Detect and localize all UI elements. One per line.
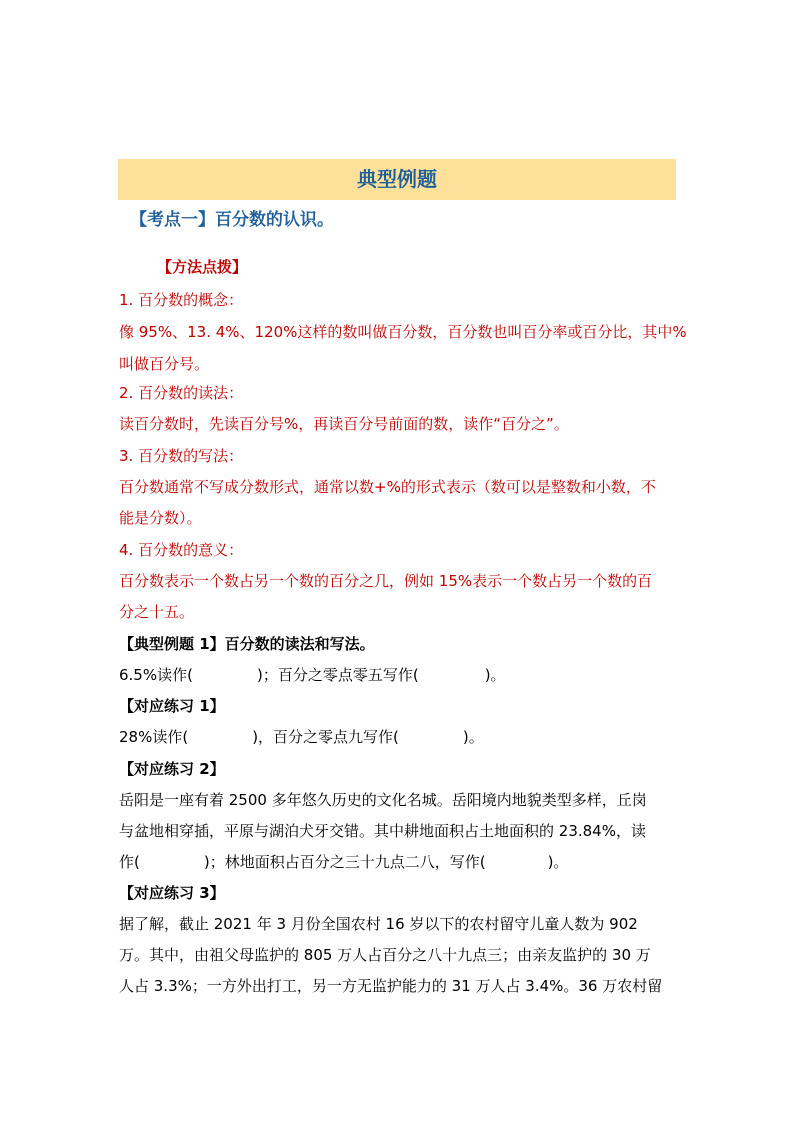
practice-2-text-a: 作( <box>119 853 140 871</box>
writing-heading: 3. 百分数的写法： <box>119 447 244 465</box>
practice-2-line-2: 与盆地相穿插，平原与湖泊犬牙交错。其中耕地面积占土地面积的 23.84%，读 <box>119 822 646 840</box>
reading-heading: 2. 百分数的读法： <box>119 384 244 402</box>
writing-line-2: 能是分数）。 <box>119 509 202 527</box>
practice-2-text-b: )；林地面积占百分之三十九点二八，写作( <box>203 853 486 871</box>
method-heading: 【方法点拨】 <box>157 258 248 276</box>
practice-3-line-1: 据了解，截止 2021 年 3 月份全国农村 16 岁以下的农村留守儿童人数为 902 <box>119 915 638 933</box>
topic-heading: 【考点一】百分数的认识。 <box>130 210 334 230</box>
example-1-text-b: )；百分之零点零五写作( <box>256 666 419 684</box>
practice-3-line-3: 人占 3.3%；一方外出打工，另一方无监护能力的 31 万人占 3.4%。36 万农村留 <box>119 977 663 995</box>
practice-1-heading: 【对应练习 1】 <box>119 697 225 715</box>
meaning-line-1: 百分数表示一个数占另一个数的百分之几，例如 15%表示一个数占另一个数的百 <box>119 572 653 590</box>
practice-2-line-3 <box>119 852 568 872</box>
concept-line-2: 叫做百分号。 <box>119 355 210 373</box>
example-1-text-a: 6.5%读作( <box>119 666 193 684</box>
example-1-question <box>119 665 506 685</box>
practice-3-heading: 【对应练习 3】 <box>119 884 225 902</box>
practice-2-line-1: 岳阳是一座有着 2500 多年悠久历史的文化名城。岳阳境内地貌类型多样，丘岗 <box>119 791 647 809</box>
example-1-text-c: )。 <box>484 666 506 684</box>
writing-line-1: 百分数通常不写成分数形式，通常以数+%的形式表示（数可以是整数和小数，不 <box>119 478 656 496</box>
example-1-heading: 【典型例题 1】百分数的读法和写法。 <box>119 635 375 653</box>
concept-heading: 1. 百分数的概念： <box>119 291 244 309</box>
banner-title: 典型例题 <box>357 167 437 191</box>
reading-line-1: 读百分数时，先读百分号%，再读百分号前面的数，读作“百分之”。 <box>119 415 569 433</box>
section-banner <box>118 159 676 200</box>
practice-1-text-c: )。 <box>462 728 484 746</box>
meaning-line-2: 分之十五。 <box>119 603 195 621</box>
practice-1-text-a: 28%读作( <box>119 728 189 746</box>
practice-2-heading: 【对应练习 2】 <box>119 760 225 778</box>
meaning-heading: 4. 百分数的意义： <box>119 541 244 559</box>
concept-line-1: 像 95%、13. 4%、120%这样的数叫做百分数，百分数也叫百分率或百分比，其中% <box>119 323 687 341</box>
practice-3-line-2: 万。其中，由祖父母监护的 805 万人占百分之八十九点三；由亲友监护的 30 万 <box>119 946 651 964</box>
practice-2-text-c: )。 <box>547 853 569 871</box>
practice-1-question <box>119 727 484 747</box>
practice-1-text-b: )，百分之零点九写作( <box>252 728 399 746</box>
